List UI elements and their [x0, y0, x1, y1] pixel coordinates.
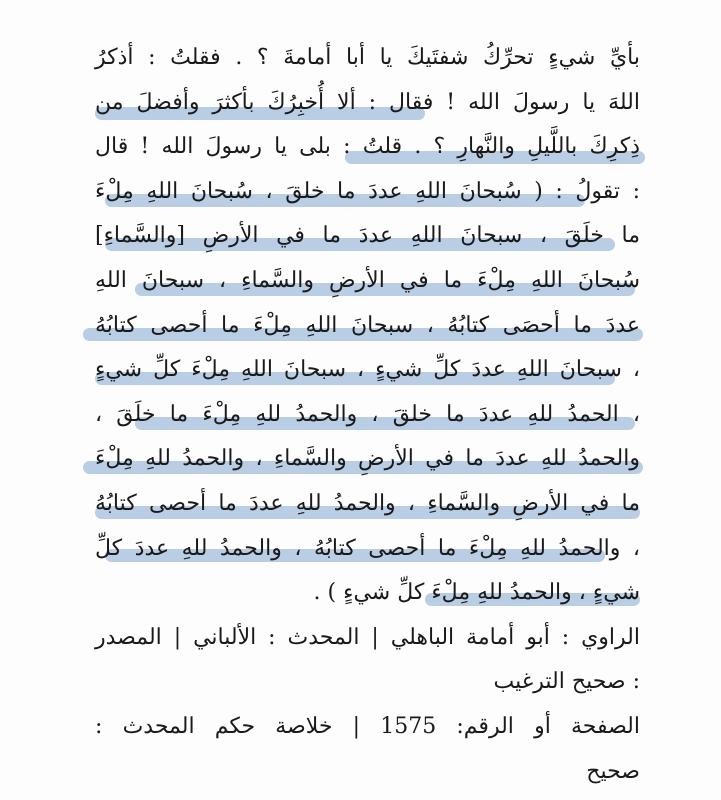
- page-number-line: الصفحة أو الرقم: 1575 | خلاصة حكم المحدث :: [95, 713, 640, 739]
- hadith-text: [95, 36, 640, 794]
- narrator-line: الراوي : أبو أمامة الباهلي | المحدث : الألباني | المصدر: [95, 624, 640, 650]
- text-line-4: : تقولُ : ( سُبحانَ اللهِ عددَ ما خلقَ ، سُبحانَ اللهِ مِلْءَ: [95, 170, 640, 215]
- text-line-11: ما في الأرضِ والسَّماءِ ، والحمدُ للهِ عددَ ما أحصى كتابُهُ: [95, 482, 640, 527]
- text-line-8: ، سبحانَ اللهِ عددَ كلِّ شيءٍ ، سبحانَ اللهِ مِلْءَ كلِّ شيءٍ: [95, 348, 640, 393]
- verdict-line: صحيح: [586, 758, 640, 784]
- text-line-5: ما خلَقَ ، سبحانَ اللهِ عددَ ما في الأرضِ [والسَّماءِ]: [95, 214, 640, 259]
- text-line-3: ذِكرِكَ باللَّيلِ والنَّهارِ ؟ . قلتُ : بلى يا رسولَ الله ! قال: [95, 125, 640, 170]
- text-line-1: بأيِّ شيءٍ تحرِّكُ شفتَيكَ يا أبا أمامةَ ؟ . فقلتُ : أذكرُ: [95, 45, 640, 70]
- text-line-7: عددَ ما أحصَى كتابُهُ ، سبحانَ اللهِ مِلْءَ ما أحصى كتابُهُ: [95, 304, 640, 349]
- text-line-6: سُبحانَ اللهِ مِلْءَ ما في الأرضِ والسَّماءِ ، سبحانَ اللهِ: [95, 259, 640, 304]
- text-line-2: اللهَ يا رسولَ الله ! فقال : ألا أُخبِرُكَ بأكثرَ وأفضلَ من: [95, 81, 640, 126]
- source-line: : صحيح الترغيب: [493, 669, 640, 695]
- text-line-13: شيءٍ ، والحمدُ للهِ مِلْءَ كلِّ شيءٍ ) .: [313, 580, 640, 606]
- text-line-9: ، الحمدُ للهِ عددَ ما خلقَ ، والحمدُ للهِ مِلْءَ ما خلَقَ ،: [95, 393, 640, 438]
- text-line-12: ، والحمدُ للهِ مِلْءَ ما أحصى كتابُهُ ، والحمدُ للهِ عددَ كلِّ: [95, 535, 640, 561]
- text-line-10: والحمدُ للهِ عددَ ما في الأرضِ والسَّماءِ ، والحمدُ للهِ مِلْءَ: [95, 437, 640, 482]
